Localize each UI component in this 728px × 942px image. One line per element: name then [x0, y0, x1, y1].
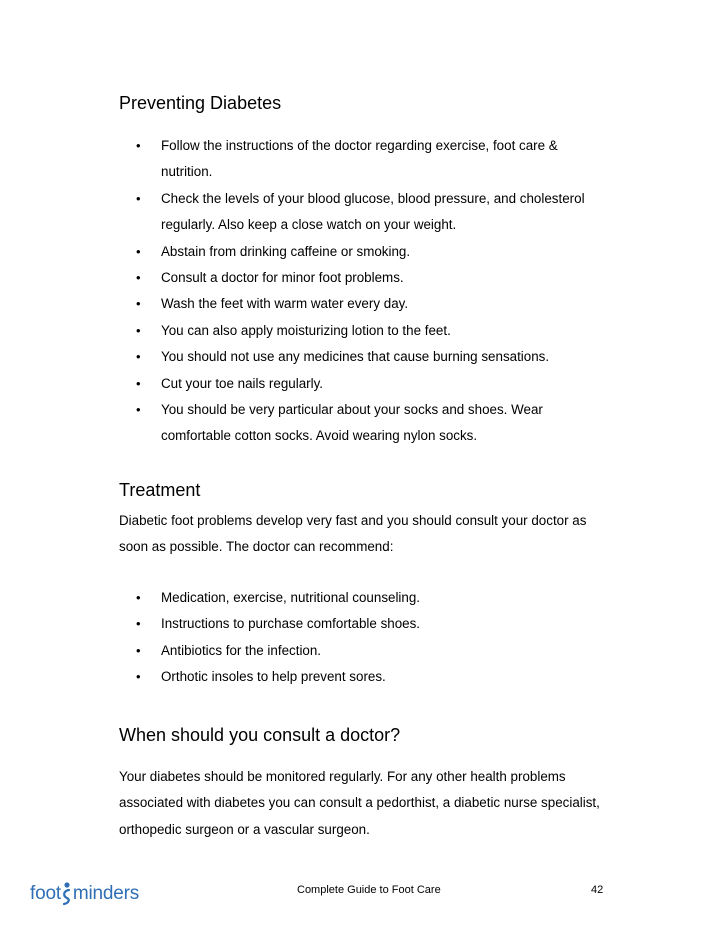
bullet-text: [0, 318, 728, 344]
page-footer: [0, 880, 728, 916]
heading-consult-doctor: When should you consult a doctor?: [119, 725, 401, 745]
bullet-text-line: nutrition.: [161, 164, 213, 180]
bullet-dot: •: [136, 375, 141, 391]
bullet-text: [0, 611, 728, 637]
bullet-text-line: You should be very particular about your socks and shoes. Wear: [161, 402, 543, 418]
treatment-intro: [119, 508, 659, 561]
logo-text-right: minders: [72, 883, 140, 904]
consult-body-line: orthopedic surgeon or a vascular surgeon.: [119, 821, 370, 837]
bullet-item: [0, 344, 728, 370]
bullet-text-line: Instructions to purchase comfortable shoes.: [161, 616, 421, 632]
consult-body: [119, 764, 659, 843]
bullet-dot: •: [136, 642, 141, 658]
bullet-text: [0, 638, 728, 664]
bullet-item: [0, 585, 728, 611]
bullet-dot: •: [136, 322, 141, 338]
heading-preventing-diabetes: Preventing Diabetes: [119, 93, 282, 113]
bullet-text-line: Antibiotics for the infection.: [161, 642, 322, 658]
heading-treatment: Treatment: [119, 480, 201, 500]
bullet-text: [0, 239, 728, 265]
bullet-text: [0, 344, 728, 370]
bullet-text-line: Medication, exercise, nutritional counseling.: [161, 590, 421, 605]
bullet-text: [0, 133, 728, 186]
bullet-dot: •: [136, 590, 141, 605]
bullet-dot: •: [136, 190, 141, 206]
bullet-dot: •: [136, 616, 141, 632]
consult-body-line: associated with diabetes you can consult a pedorthist, a diabetic nurse specialist,: [119, 795, 600, 811]
bullet-item: [0, 371, 728, 397]
consult-body-line: Your diabetes should be monitored regularly. For any other health problems: [119, 769, 566, 784]
bullet-dot: •: [136, 349, 141, 365]
bullet-item: [0, 239, 728, 265]
bullet-text: [0, 397, 728, 450]
bullet-item: [0, 638, 728, 664]
bullet-dot: •: [136, 296, 141, 312]
bullet-item: [0, 397, 728, 450]
bullet-dot: •: [136, 402, 141, 418]
bullet-item: [0, 186, 728, 239]
bullet-text: [0, 265, 728, 291]
footminders-logo: [30, 880, 139, 908]
bullet-text: [0, 186, 728, 239]
bullet-item: [0, 133, 728, 186]
treatment-intro-line: Diabetic foot problems develop very fast and you should consult your doctor as: [119, 513, 587, 528]
bullet-dot: •: [136, 138, 141, 153]
footer-document-title: Complete Guide to Foot Care: [297, 884, 441, 896]
bullet-text-line: Wash the feet with warm water every day.: [161, 296, 409, 312]
preventing-bullet-list: [0, 133, 728, 450]
bullet-item: [0, 265, 728, 291]
bullet-item: [0, 291, 728, 317]
bullet-text-line: regularly. Also keep a close watch on your weight.: [161, 217, 457, 233]
bullet-item: [0, 611, 728, 637]
bullet-text-line: comfortable cotton socks. Avoid wearing nylon socks.: [161, 428, 478, 444]
bullet-text-line: Check the levels of your blood glucose, blood pressure, and cholesterol: [161, 190, 585, 206]
bullet-dot: •: [136, 243, 141, 259]
bullet-dot: •: [136, 270, 141, 286]
bullet-text-line: Consult a doctor for minor foot problems.: [161, 270, 404, 286]
bullet-text-line: You can also apply moisturizing lotion to the feet.: [161, 322, 451, 338]
bullet-item: [0, 318, 728, 344]
bullet-text-line: Abstain from drinking caffeine or smoking.: [161, 243, 411, 259]
bullet-text: [0, 291, 728, 317]
bullet-text-line: You should not use any medicines that cause burning sensations.: [161, 349, 550, 365]
bullet-item: [0, 664, 728, 690]
bullet-text: [0, 664, 728, 690]
bullet-text-line: Orthotic insoles to help prevent sores.: [161, 669, 386, 685]
bullet-text-line: Cut your toe nails regularly.: [161, 375, 324, 391]
bullet-text: [0, 585, 728, 611]
logo-text-left: foot: [30, 883, 61, 904]
treatment-intro-line: soon as possible. The doctor can recommend:: [119, 539, 394, 555]
treatment-bullet-list: [0, 585, 728, 691]
bullet-text-line: Follow the instructions of the doctor regarding exercise, foot care &: [161, 138, 558, 153]
bullet-text: [0, 371, 728, 397]
bullet-dot: •: [136, 669, 141, 685]
footer-page-number: 42: [591, 884, 604, 896]
footprint-logo-icon: [61, 881, 73, 907]
